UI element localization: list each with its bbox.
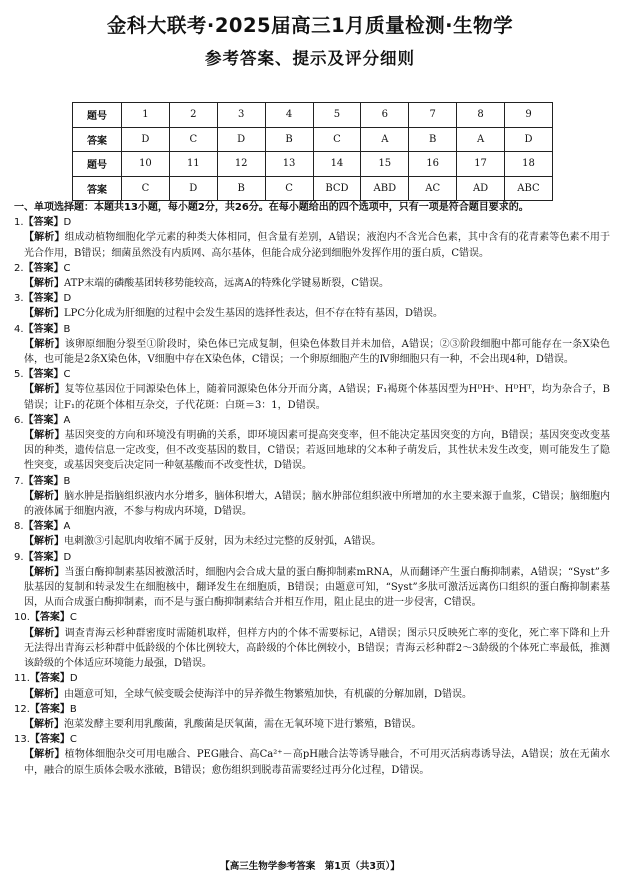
question-number-cell: 8 xyxy=(457,103,505,128)
question-number-cell: 4 xyxy=(265,103,313,128)
answer-value: C xyxy=(63,369,71,381)
question-item xyxy=(14,550,610,611)
answer-value: C xyxy=(69,612,77,624)
analysis-text: 电刺激③引起肌肉收缩不属于反射，因为未经过完整的反射弧，A错误。 xyxy=(64,536,382,548)
answer-cell: ABD xyxy=(361,176,409,201)
question-number-cell: 11 xyxy=(169,152,217,177)
analysis-text: 基因突变的方向和环境没有明确的关系，即环境因素可提高突变率，但不能决定基因突变的方向，B错误；基因突变改变基因的种类，遗传信息一定改变，但不改变基因的数目，C错误；若返回地球的父本种子萌发后，其性状未发生改变，则可能发生了隐性突变，或基因突变后决定同一种氨基酸而不改变性状，D错误。 xyxy=(24,430,610,472)
answer-label: 【答案】 xyxy=(29,673,70,685)
question-number-cell: 13 xyxy=(265,152,313,177)
question-number: 12. xyxy=(14,703,30,715)
analysis-text: 当蛋白酶抑制素基因被激活时，细胞内会合成大量的蛋白酶抑制素mRNA，从而翻译产生蛋白酶抑制素，A错误；“Syst”多肽基因的复制和转录发生在细胞核中，翻译发生在细胞质，B错误；由题意可知，“Syst”多肽可激活远离伤口组织的蛋白酶抑制素基因，从而合成蛋白酶抑制素，而不是与蛋白酶抑制素结合并相互作用，阻止昆虫的进一步侵害，C错误。 xyxy=(24,566,610,609)
analysis-text: ATP末端的磷酸基团转移势能较高，远离A的特殊化学键易断裂，C错误。 xyxy=(64,278,389,290)
answer-label: 【答案】 xyxy=(23,551,64,563)
question-number-cell: 16 xyxy=(409,152,457,177)
answer-value: C xyxy=(69,734,77,746)
question-item xyxy=(14,519,610,549)
analysis-text: 调查青海云杉种群密度时需随机取样，但样方内的个体不需要标记，A错误；图示只反映死亡率的变化，死亡率下降和上升无法得出青海云杉种群中低龄级的个体比例较大，高龄级的个体比例较小，B错误；青海云杉种群2～3龄级的个体死亡率最低，推测该龄级的个体适应环境能力最强，D错误。 xyxy=(24,627,610,670)
question-number-cell: 9 xyxy=(505,103,553,128)
answer-line xyxy=(14,215,610,230)
answer-table xyxy=(72,102,553,201)
question-item xyxy=(14,732,610,778)
answer-cell: D xyxy=(217,127,265,152)
question-number: 9. xyxy=(14,551,24,563)
analysis-text: 泡菜发酵主要利用乳酸菌，乳酸菌是厌氧菌，需在无氧环境下进行繁殖，B错误。 xyxy=(64,718,422,730)
answer-cell: D xyxy=(505,127,553,152)
answer-line xyxy=(14,702,610,717)
question-item xyxy=(14,261,610,291)
answer-cell: A xyxy=(457,127,505,152)
analysis-paragraph xyxy=(14,717,610,732)
question-number: 7. xyxy=(14,475,24,487)
document-title: 金科大联考·2025届高三1月质量检测·生物学 xyxy=(106,14,514,37)
analysis-paragraph xyxy=(14,534,610,549)
analysis-label: 【解析】 xyxy=(24,627,65,639)
question-item xyxy=(14,671,610,701)
question-number: 13. xyxy=(14,734,30,746)
answer-row xyxy=(73,127,553,152)
question-item xyxy=(14,291,610,321)
question-item xyxy=(14,413,610,474)
question-number: 10. xyxy=(14,612,30,624)
answer-cell: D xyxy=(169,176,217,201)
question-number-cell: 14 xyxy=(313,152,361,177)
page-footer: 【高三生物学参考答案 第1页（共3页）】 xyxy=(220,861,400,872)
answer-label: 【答案】 xyxy=(23,369,64,381)
analysis-text: 植物体细胞杂交可用电融合、PEG融合、高Ca²⁺－高pH融合法等诱导融合，不可用灭活病毒诱导法，A错误；放在无菌水中，融合的原生质体会吸水涨破，B错误；愈伤组织到脱毒苗需要经过再分化过程，D错误。 xyxy=(24,749,611,776)
row-label-question: 题号 xyxy=(73,152,122,177)
answer-label: 【答案】 xyxy=(23,475,64,487)
answer-value: B xyxy=(63,323,71,335)
answer-label: 【答案】 xyxy=(23,262,64,274)
analysis-paragraph xyxy=(14,230,610,260)
answer-label: 【答案】 xyxy=(23,293,64,305)
answer-cell: ABC xyxy=(505,176,553,201)
answer-value: D xyxy=(63,217,72,229)
question-number-cell: 12 xyxy=(217,152,265,177)
answer-label: 【答案】 xyxy=(23,323,64,335)
answer-line xyxy=(14,550,610,565)
question-item xyxy=(14,474,610,520)
question-number-cell: 3 xyxy=(217,103,265,128)
answer-line xyxy=(14,519,610,534)
question-item xyxy=(14,610,610,671)
question-number-cell: 10 xyxy=(122,152,170,177)
analysis-paragraph xyxy=(14,626,610,672)
question-item xyxy=(14,702,610,732)
question-number-cell: 2 xyxy=(169,103,217,128)
analysis-label: 【解析】 xyxy=(24,430,65,442)
analysis-label: 【解析】 xyxy=(24,536,64,548)
row-label-question: 题号 xyxy=(73,103,122,128)
analysis-paragraph xyxy=(14,687,610,702)
answer-value: D xyxy=(63,293,72,305)
question-number-cell: 7 xyxy=(409,103,457,128)
answer-label: 【答案】 xyxy=(23,217,64,229)
answer-line xyxy=(14,261,610,276)
analysis-text: 该卵原细胞分裂至①阶段时，染色体已完成复制，但染色体数目并未加倍，A错误；②③阶段细胞中都可能存在一条X染色体，也可能是2条X染色体，Ⅴ细胞中存在X染色体，C错误；一个卵原细胞产生的Ⅳ卵细胞只有一种，不会出现4种，D错误。 xyxy=(24,338,611,366)
answer-line xyxy=(14,413,610,428)
answer-explanations xyxy=(14,200,610,778)
answer-cell: D xyxy=(122,127,170,152)
answer-value: B xyxy=(69,703,77,715)
row-label-answer: 答案 xyxy=(73,127,122,152)
analysis-text: 复等位基因位于同源染色体上，随着同源染色体分开而分离，A错误；F₁褐斑个体基因型为HᴰHˢ、HᴰHᵀ，均为杂合子，B错误；让F₁的花斑个体相互杂交，子代花斑：白斑＝3：1，D错误。 xyxy=(24,384,610,411)
answer-cell: C xyxy=(265,176,313,201)
question-number-cell: 1 xyxy=(122,103,170,128)
question-number: 5. xyxy=(14,369,24,381)
question-number: 1. xyxy=(14,217,24,229)
analysis-paragraph xyxy=(14,276,610,291)
answer-cell: C xyxy=(122,176,170,201)
question-number-cell: 18 xyxy=(505,152,553,177)
question-number: 11. xyxy=(14,673,30,685)
question-number-cell: 15 xyxy=(361,152,409,177)
answer-cell: B xyxy=(409,127,457,152)
answer-line xyxy=(14,610,610,625)
answer-cell: AD xyxy=(457,176,505,201)
answer-cell: B xyxy=(265,127,313,152)
question-number-row xyxy=(73,152,553,177)
analysis-text: 脑水肿是指脑组织液内水分增多，脑体积增大，A错误；脑水肿部位组织液中所增加的水主要来源于血浆，C错误；脑细胞内的液体属于细胞内液，不参与构成内环境，D错误。 xyxy=(24,490,610,518)
analysis-paragraph xyxy=(14,565,610,611)
analysis-label: 【解析】 xyxy=(24,384,65,396)
analysis-label: 【解析】 xyxy=(24,566,65,578)
question-item xyxy=(14,367,610,413)
answer-line xyxy=(14,291,610,306)
row-label-answer: 答案 xyxy=(73,176,122,201)
analysis-label: 【解析】 xyxy=(24,718,64,730)
analysis-text: 组成动植物细胞化学元素的种类大体相同，但含量有差别，A错误；液泡内不含光合色素，其中含有的花青素等色素不用于光合作用，B错误；细菌虽然没有内质网、高尔基体，但能合成分泌到细胞外发挥作用的蛋白质，C错误。 xyxy=(24,232,610,259)
analysis-paragraph xyxy=(14,489,610,519)
answer-label: 【答案】 xyxy=(23,414,64,426)
answer-cell: AC xyxy=(409,176,457,201)
answer-line xyxy=(14,474,610,489)
document-subtitle: 参考答案、提示及评分细则 xyxy=(205,49,415,68)
analysis-label: 【解析】 xyxy=(24,490,65,502)
answer-label: 【答案】 xyxy=(29,703,70,715)
answer-label: 【答案】 xyxy=(23,521,64,533)
question-number: 4. xyxy=(14,323,24,335)
question-number-cell: 6 xyxy=(361,103,409,128)
answer-line xyxy=(14,367,610,382)
analysis-paragraph xyxy=(14,428,610,474)
analysis-label: 【解析】 xyxy=(24,338,65,350)
answer-cell: BCD xyxy=(313,176,361,201)
answer-value: B xyxy=(63,475,71,487)
analysis-paragraph xyxy=(14,337,610,367)
answer-value: A xyxy=(63,521,71,533)
analysis-text: 由题意可知，全球气候变暖会使海洋中的异养微生物繁殖加快，有机碳的分解加剧，D错误。 xyxy=(64,688,473,700)
analysis-label: 【解析】 xyxy=(24,308,64,320)
answer-line xyxy=(14,732,610,747)
question-number-row xyxy=(73,103,553,128)
answer-value: A xyxy=(63,414,71,426)
answer-cell: C xyxy=(169,127,217,152)
question-number-cell: 5 xyxy=(313,103,361,128)
answer-value: D xyxy=(69,673,78,685)
question-item xyxy=(14,215,610,261)
analysis-paragraph xyxy=(14,382,610,412)
analysis-label: 【解析】 xyxy=(24,232,65,244)
analysis-label: 【解析】 xyxy=(24,688,64,700)
analysis-paragraph xyxy=(14,306,610,321)
answer-cell: C xyxy=(313,127,361,152)
analysis-label: 【解析】 xyxy=(24,278,64,290)
analysis-paragraph xyxy=(14,747,610,777)
question-item xyxy=(14,322,610,368)
answer-label: 【答案】 xyxy=(29,612,70,624)
answer-value: C xyxy=(63,262,71,274)
answer-label: 【答案】 xyxy=(29,734,70,746)
answer-cell: A xyxy=(361,127,409,152)
answer-line xyxy=(14,322,610,337)
answer-value: D xyxy=(63,551,72,563)
question-number: 6. xyxy=(14,414,24,426)
analysis-label: 【解析】 xyxy=(24,749,65,761)
question-number: 8. xyxy=(14,521,24,533)
question-number: 2. xyxy=(14,262,24,274)
section-heading: 一、单项选择题：本题共13小题，每小题2分，共26分。在每小题给出的四个选项中，只有一项是符合题目要求的。 xyxy=(14,202,529,213)
question-number-cell: 17 xyxy=(457,152,505,177)
answer-line xyxy=(14,671,610,686)
analysis-text: LPC分化成为肝细胞的过程中会发生基因的选择性表达，但不存在特有基因，D错误。 xyxy=(64,308,444,320)
answer-cell: B xyxy=(217,176,265,201)
question-number: 3. xyxy=(14,293,24,305)
answer-row xyxy=(73,176,553,201)
